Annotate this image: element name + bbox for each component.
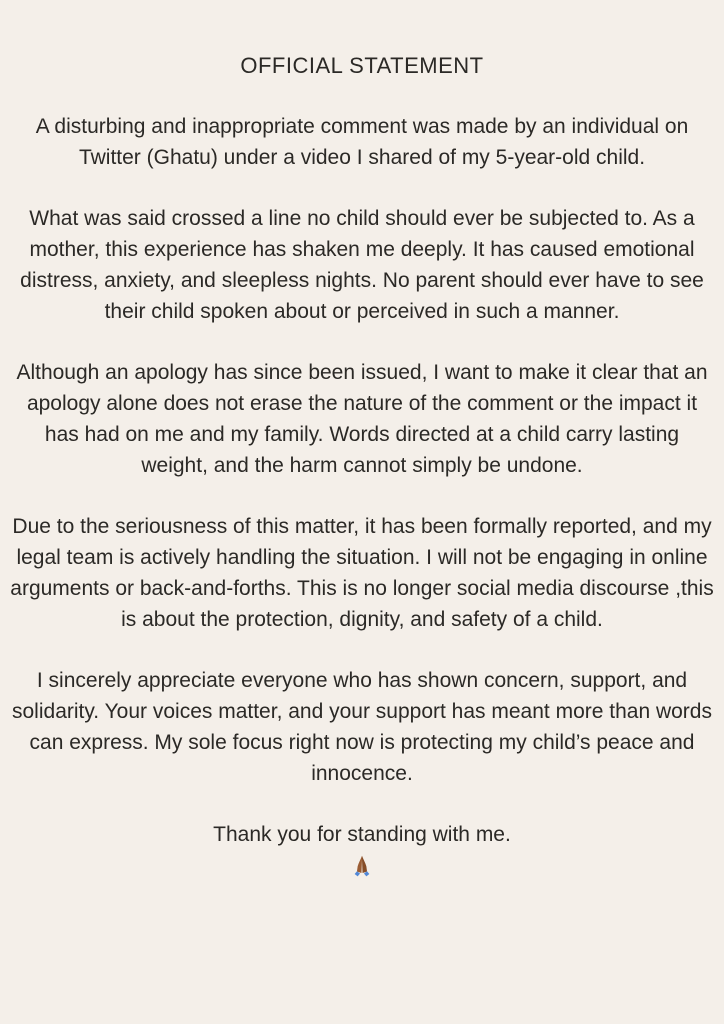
statement-paragraph-3: Although an apology has since been issued, I want to make it clear that an apology alone does not erase the nature of the comment or the impact it has had on me and my family. Words directed at a child carry lasting weight, and the harm cannot simply be undone.: [16, 361, 708, 477]
statement-title: OFFICIAL STATEMENT: [240, 53, 484, 78]
folded-hands-emoji-icon: [348, 858, 376, 875]
emoji-row: [9, 852, 715, 882]
closing-line: Thank you for standing with me.: [213, 823, 511, 846]
statement-paragraph-1: A disturbing and inappropriate comment was made by an individual on Twitter (Ghatu) under a video I shared of my 5-year-old child.: [35, 115, 689, 169]
statement-paragraph-5: I sincerely appreciate everyone who has shown concern, support, and solidarity. Your voices matter, and your support has meant more than words can express. My sole focus right now is protecting my child’s peace and innocence.: [12, 669, 712, 785]
official-statement: [9, 50, 715, 882]
statement-paragraph-4: Due to the seriousness of this matter, it has been formally reported, and my legal team is actively handling the situation. I will not be engaging in online arguments or back-and-forths. This is no longer social media discourse ,this is about the protection, dignity, and safety of a child.: [10, 515, 714, 631]
statement-paragraph-2: What was said crossed a line no child should ever be subjected to. As a mother, this experience has shaken me deeply. It has caused emotional distress, anxiety, and sleepless nights. No parent should ever have to see their child spoken about or perceived in such a manner.: [20, 207, 704, 323]
